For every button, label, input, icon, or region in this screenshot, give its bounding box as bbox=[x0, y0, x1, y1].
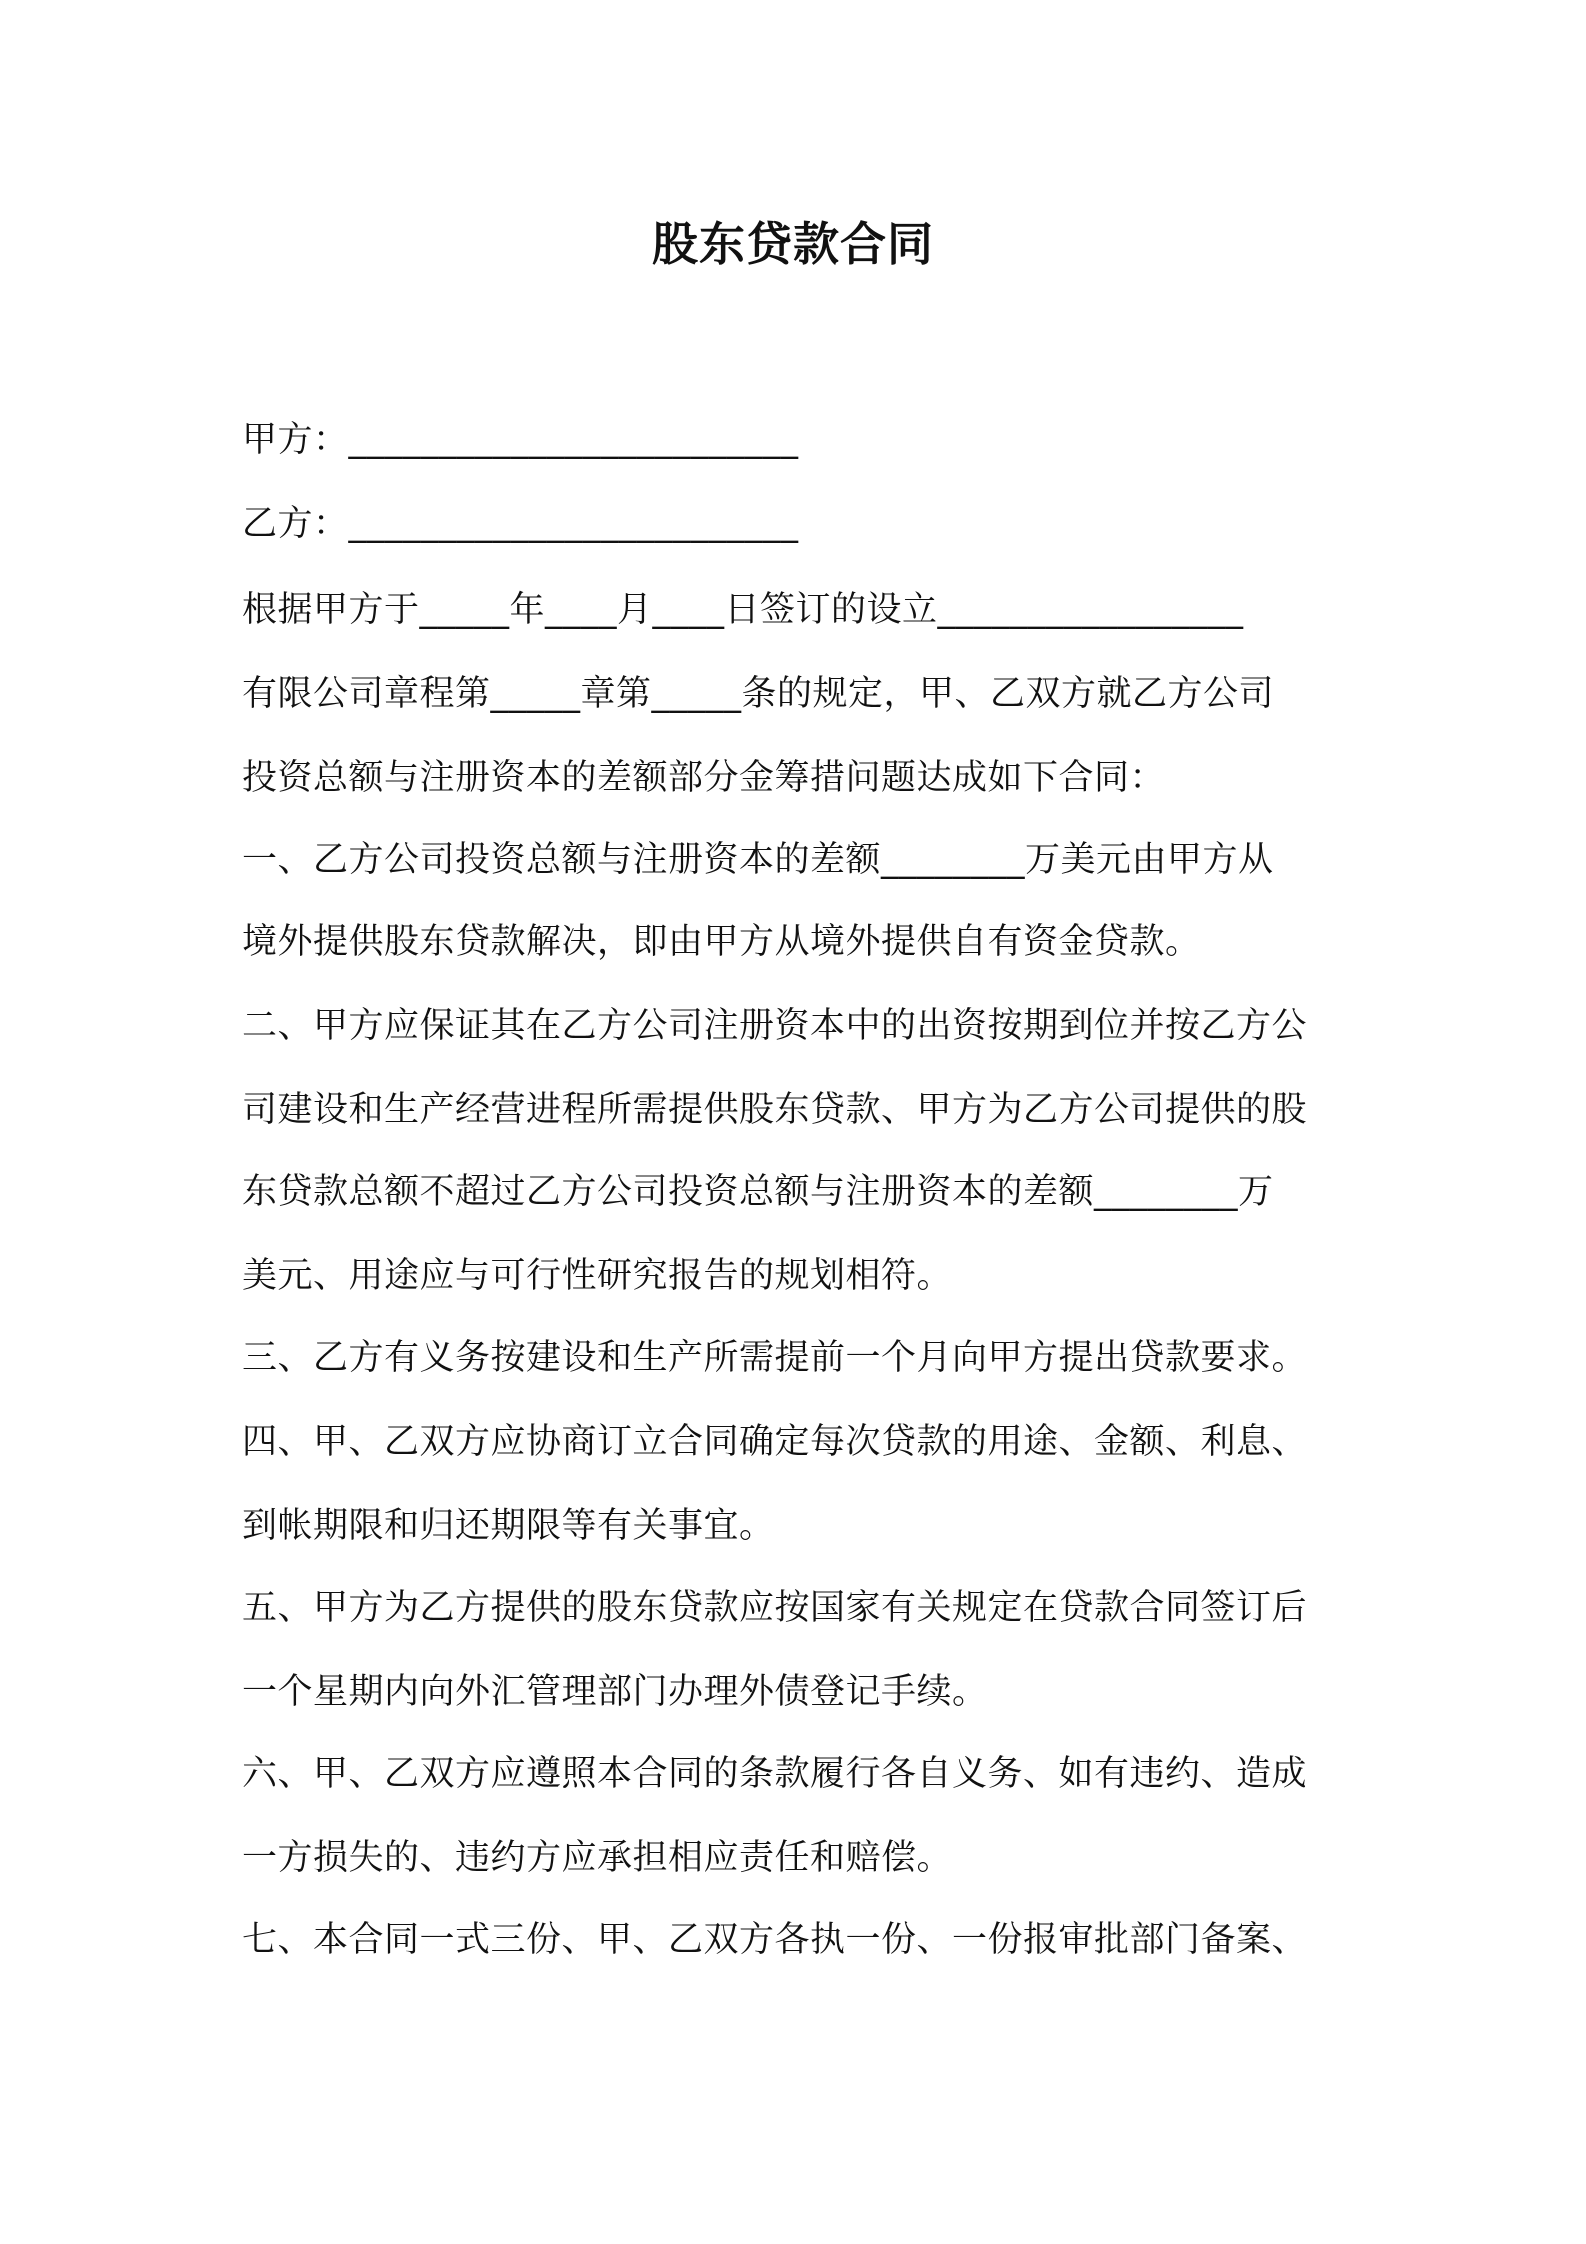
clause-2-line-2: 司建设和生产经营进程所需提供股东贷款、甲方为乙方公司提供的股 bbox=[242, 1090, 1308, 1130]
clause-2-line-4: 美元、用途应与可行性研究报告的规划相符。 bbox=[242, 1256, 953, 1296]
clause-1-line-1: 一、乙方公司投资总额与注册资本的差额________万美元由甲方从 bbox=[242, 840, 1274, 880]
preamble-line-1: 根据甲方于_____年____月____日签订的设立_________________ bbox=[242, 590, 1244, 630]
clause-5-line-1: 五、甲方为乙方提供的股东贷款应按国家有关规定在贷款合同签订后 bbox=[242, 1588, 1308, 1628]
preamble-line-3: 投资总额与注册资本的差额部分金筹措问题达成如下合同： bbox=[242, 758, 1166, 798]
clause-5-line-2: 一个星期内向外汇管理部门办理外债登记手续。 bbox=[242, 1672, 988, 1712]
clause-1-line-2: 境外提供股东贷款解决，即由甲方从境外提供自有资金贷款。 bbox=[242, 922, 1201, 962]
clause-2-line-1: 二、甲方应保证其在乙方公司注册资本中的出资按期到位并按乙方公 bbox=[242, 1006, 1308, 1046]
clause-4-line-1: 四、甲、乙双方应协商订立合同确定每次贷款的用途、金额、利息、 bbox=[242, 1422, 1308, 1462]
clause-4-line-2: 到帐期限和归还期限等有关事宜。 bbox=[242, 1506, 775, 1546]
clause-2-line-3: 东贷款总额不超过乙方公司投资总额与注册资本的差额________万 bbox=[242, 1172, 1274, 1212]
clause-7-line-1: 七、本合同一式三份、甲、乙双方各执一份、一份报审批部门备案、 bbox=[242, 1920, 1308, 1960]
party-a-line: 甲方：_________________________ bbox=[242, 420, 799, 460]
clause-3-line-1: 三、乙方有义务按建设和生产所需提前一个月向甲方提出贷款要求。 bbox=[242, 1338, 1308, 1378]
party-b-line: 乙方：_________________________ bbox=[242, 504, 799, 544]
preamble-line-2: 有限公司章程第_____章第_____条的规定，甲、乙双方就乙方公司 bbox=[242, 674, 1275, 714]
clause-6-line-1: 六、甲、乙双方应遵照本合同的条款履行各自义务、如有违约、造成 bbox=[242, 1754, 1308, 1794]
clause-6-line-2: 一方损失的、违约方应承担相应责任和赔偿。 bbox=[242, 1838, 953, 1878]
document-title: 股东贷款合同 bbox=[652, 217, 934, 271]
